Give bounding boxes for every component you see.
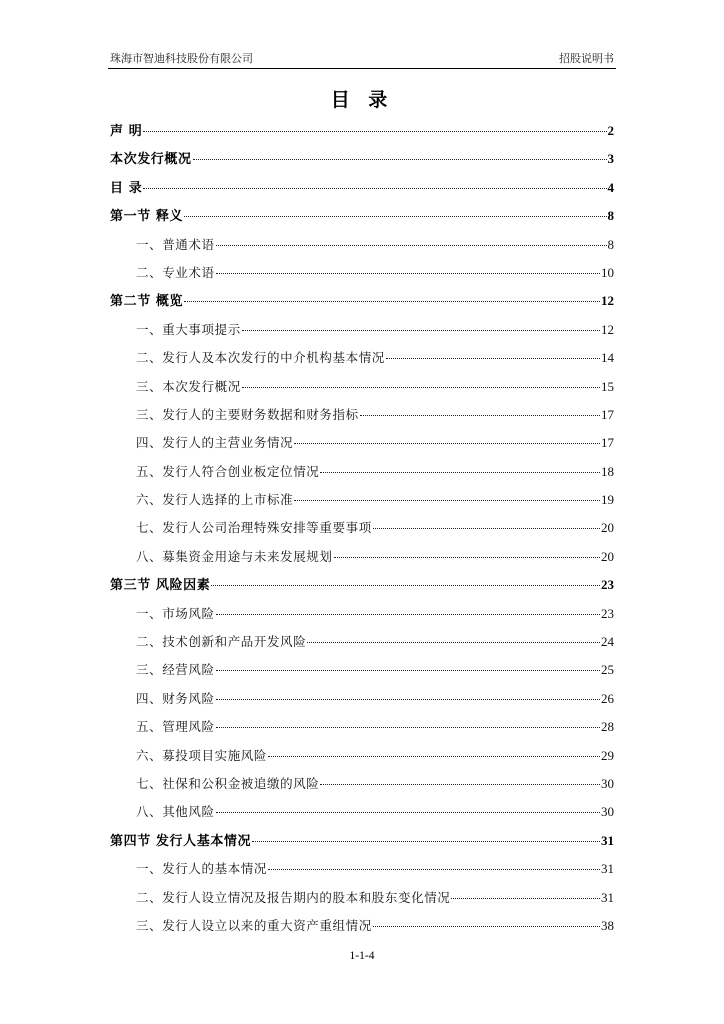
toc-dot-leader (294, 500, 600, 501)
page-header (108, 52, 616, 66)
toc-entry-page-number: 15 (601, 378, 614, 394)
toc-subsection-entry[interactable] (110, 429, 614, 457)
toc-dot-leader (216, 699, 600, 700)
toc-subsection-entry[interactable] (110, 628, 614, 656)
toc-entry-label: 五、发行人符合创业板定位情况 (136, 463, 320, 479)
toc-entry-label: 一、重大事项提示 (136, 321, 241, 337)
toc-dot-leader (294, 443, 600, 444)
toc-entry-page-number: 4 (607, 179, 614, 195)
toc-section-entry[interactable] (110, 145, 614, 173)
toc-subsection-entry[interactable] (110, 458, 614, 486)
toc-dot-leader (242, 330, 600, 331)
toc-entry-page-number: 19 (601, 492, 614, 508)
toc-subsection-entry[interactable] (110, 514, 614, 542)
toc-entry-label: 七、社保和公积金被追缴的风险 (136, 775, 320, 791)
toc-section-entry[interactable] (110, 571, 614, 599)
toc-section-entry[interactable] (110, 202, 614, 230)
toc-entry-label: 三、发行人设立以来的重大资产重组情况 (136, 917, 372, 933)
toc-section-entry[interactable] (110, 174, 614, 202)
toc-subsection-entry[interactable] (110, 231, 614, 259)
toc-dot-leader (216, 812, 600, 813)
toc-entry-label: 目 录 (110, 180, 143, 196)
toc-dot-leader (451, 898, 600, 899)
toc-entry-label: 一、市场风险 (136, 605, 215, 621)
toc-dot-leader (320, 784, 600, 785)
toc-subsection-entry[interactable] (110, 543, 614, 571)
toc-entry-page-number: 20 (601, 548, 614, 564)
header-divider (108, 68, 616, 69)
toc-entry-label: 二、发行人及本次发行的中介机构基本情况 (136, 350, 385, 366)
toc-entry-page-number: 3 (607, 151, 614, 167)
toc-entry-page-number: 20 (601, 520, 614, 536)
toc-entry-page-number: 29 (601, 747, 614, 763)
toc-entry-label: 一、发行人的基本情况 (136, 861, 268, 877)
toc-entry-label: 七、发行人公司治理特殊安排等重要事项 (136, 520, 372, 536)
toc-entry-page-number: 26 (601, 690, 614, 706)
toc-entry-label: 八、其他风险 (136, 804, 215, 820)
page-number: 1-1-4 (349, 950, 375, 962)
toc-dot-leader (216, 670, 600, 671)
toc-dot-leader (268, 869, 600, 870)
toc-entry-label: 四、发行人的主营业务情况 (136, 435, 294, 451)
toc-entry-label: 四、财务风险 (136, 690, 215, 706)
toc-entry-page-number: 2 (607, 123, 614, 138)
header-company-name: 珠海市智迪科技股份有限公司 (110, 52, 253, 65)
toc-entry-label: 六、募投项目实施风险 (136, 747, 268, 763)
toc-entry-label: 本次发行概况 (110, 152, 192, 168)
toc-entry-page-number: 23 (601, 605, 614, 621)
toc-section-entry[interactable] (110, 117, 614, 145)
toc-section-entry[interactable] (110, 827, 614, 855)
toc-entry-page-number: 31 (601, 832, 614, 848)
toc-entry-page-number: 14 (601, 350, 614, 366)
toc-entry-page-number: 18 (601, 463, 614, 479)
toc-dot-leader (360, 415, 600, 416)
toc-subsection-entry[interactable] (110, 401, 614, 429)
toc-subsection-entry[interactable] (110, 912, 614, 940)
toc-entry-label: 三、经营风险 (136, 662, 215, 678)
toc-subsection-entry[interactable] (110, 742, 614, 770)
toc-section-entry[interactable] (110, 287, 614, 315)
toc-entry-label: 二、发行人设立情况及报告期内的股本和股东变化情况 (136, 889, 451, 905)
toc-entry-label: 第四节 发行人基本情况 (110, 833, 252, 849)
header-document-type: 招股说明书 (559, 52, 614, 65)
toc-dot-leader (334, 557, 600, 558)
toc-subsection-entry[interactable] (110, 713, 614, 741)
toc-dot-leader (184, 216, 606, 217)
toc-entry-page-number: 28 (601, 719, 614, 735)
toc-entry-page-number: 31 (601, 861, 614, 877)
toc-entry-page-number: 17 (601, 406, 614, 422)
toc-entry-label: 一、普通术语 (136, 236, 215, 252)
toc-dot-leader (307, 642, 600, 643)
toc-subsection-entry[interactable] (110, 316, 614, 344)
toc-dot-leader (216, 273, 600, 274)
page-title: 目 录 (330, 89, 394, 111)
toc-entry-page-number: 38 (601, 917, 614, 933)
toc-dot-leader (268, 756, 600, 757)
toc-entry-page-number: 30 (601, 775, 614, 791)
toc-subsection-entry[interactable] (110, 600, 614, 628)
toc-dot-leader (184, 301, 600, 302)
toc-entry-page-number: 12 (601, 293, 614, 309)
toc-entry-label: 五、管理风险 (136, 719, 215, 735)
toc-dot-leader (143, 188, 606, 189)
toc-entry-page-number: 23 (601, 577, 614, 593)
table-of-contents (110, 117, 614, 940)
toc-dot-leader (242, 387, 600, 388)
toc-entry-label: 二、技术创新和产品开发风险 (136, 634, 307, 650)
toc-dot-leader (216, 245, 607, 246)
toc-subsection-entry[interactable] (110, 486, 614, 514)
toc-subsection-entry[interactable] (110, 259, 614, 287)
toc-entry-page-number: 8 (607, 236, 614, 252)
toc-subsection-entry[interactable] (110, 855, 614, 883)
toc-subsection-entry[interactable] (110, 770, 614, 798)
toc-dot-leader (373, 926, 600, 927)
toc-entry-page-number: 24 (601, 634, 614, 650)
toc-entry-page-number: 25 (601, 662, 614, 678)
toc-dot-leader (143, 131, 606, 132)
toc-entry-label: 八、募集资金用途与未来发展规划 (136, 548, 333, 564)
toc-entry-label: 第三节 风险因素 (110, 578, 211, 594)
toc-subsection-entry[interactable] (110, 685, 614, 713)
toc-entry-page-number: 31 (601, 889, 614, 905)
toc-entry-page-number: 10 (601, 264, 614, 280)
toc-entry-page-number: 17 (601, 435, 614, 451)
toc-subsection-entry[interactable] (110, 884, 614, 912)
toc-dot-leader (373, 528, 600, 529)
toc-entry-label: 第二节 概览 (110, 294, 184, 310)
toc-dot-leader (320, 472, 600, 473)
toc-entry-label: 三、本次发行概况 (136, 378, 241, 394)
toc-dot-leader (216, 614, 600, 615)
toc-entry-page-number: 8 (607, 208, 614, 224)
toc-entry-page-number: 12 (601, 321, 614, 337)
toc-subsection-entry[interactable] (110, 798, 614, 826)
toc-dot-leader (252, 841, 600, 842)
toc-dot-leader (386, 358, 600, 359)
toc-subsection-entry[interactable] (110, 656, 614, 684)
toc-entry-label: 三、发行人的主要财务数据和财务指标 (136, 406, 359, 422)
toc-dot-leader (193, 159, 607, 160)
toc-entry-label: 六、发行人选择的上市标准 (136, 492, 294, 508)
toc-dot-leader (211, 585, 600, 586)
toc-entry-label: 声 明 (110, 124, 143, 139)
toc-subsection-entry[interactable] (110, 344, 614, 372)
toc-entry-label: 二、专业术语 (136, 264, 215, 280)
toc-dot-leader (216, 727, 600, 728)
toc-entry-page-number: 30 (601, 804, 614, 820)
toc-entry-label: 第一节 释义 (110, 209, 184, 225)
toc-subsection-entry[interactable] (110, 373, 614, 401)
